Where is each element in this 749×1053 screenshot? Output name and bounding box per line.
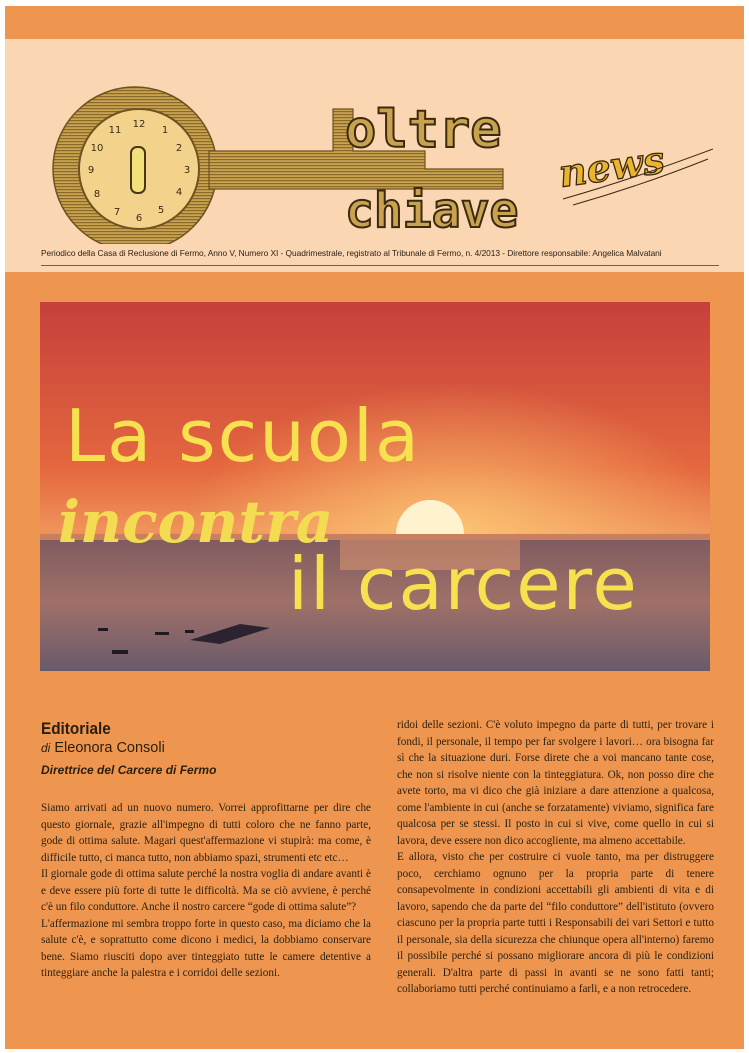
paragraph: L'affermazione mi sembra troppo forte in questo caso, ma diciamo che la salute c'è, e soprattutto come dicono i medici, la dobbiamo conservare bene. Siamo riusciti dopo aver tinteggiato tutte le camere detentive a tinteggiare anche la palestra e i corridoi delle sezioni. [41,917,371,979]
masthead-subtitle: Periodico della Casa di Reclusione di Fermo, Anno V, Numero XI - Quadrimestrale, registrato al Tribunale di Fermo, n. 4/2013 - Direttore responsabile: Angelica Malvatani [41,248,662,258]
masthead-word-oltre: oltre [345,100,502,160]
editorial-author-role: Direttrice del Carcere di Fermo [41,763,217,777]
cover-headline-line-1: La scuola [65,394,422,478]
paragraph: ridoi delle sezioni. C'è voluto impegno da parte di tutti, per trovare i fondi, il personale, il tempo per far svolgere i lavori… ora bisogna far sì che la situazione duri. Forse direte che a voi mancano tante cose, che non si risolve niente con la tinteggiatura. Ok, non posso dire che avete torto, ma vi dico che già iniziare a dare attenzione a qualcosa, come l'ambiente in cui (anche se forzatamente) viviamo, significa fare qualcosa per se stessi. Il posto in cui si vive, come quello in cui si lavora, deve essere non dico accogliente, ma almeno accettabile. [397,719,714,847]
cover-photo [40,302,710,671]
clock-number: 7 [113,207,121,218]
editorial-author [41,740,165,756]
paragraph: Siamo arrivati ad un nuovo numero. Vorrei approfittarne per dire che questo giornale, grazie all'impegno di tutti coloro che ne fanno parte, gode di ottima salute. Magari quest'affermazione vi stupirà: ma come, è difficile tutto, ci manca tutto, non abbiamo spazi, strumenti etc etc… [41,802,371,864]
cover-headline-line-3: il carcere [288,542,639,626]
clock-number: 5 [157,205,165,216]
clock-number: 3 [183,165,191,176]
masthead-word-news: news [555,136,668,196]
clock-number: 8 [93,189,101,200]
masthead [5,39,744,272]
newspaper-page [5,6,744,1049]
clock-number: 12 [132,119,146,130]
clock-number: 2 [175,143,183,154]
clock-number: 11 [108,125,122,136]
masthead-word-chiave: chiave [345,183,519,239]
editorial-column-1 [41,800,371,982]
author-prefix: di [41,741,51,755]
clock-number: 6 [135,213,143,224]
editorial-column-2 [397,717,714,998]
clock-number: 9 [87,165,95,176]
author-name: Eleonora Consoli [54,740,165,756]
cover-headline-line-2: incontra [58,488,334,556]
paragraph: E allora, visto che per costruire ci vuole tanto, ma per distruggere poco, cerchiamo ognuno per la propria parte di tenere consapevolmente in condizioni accettabili gli ambienti di vita e di lavoro, sapendo che da parte del “filo conduttore” dell'istituto (ovvero ciascuno per la propria parte tutti i Responsabili dei vari Settori e tutto il personale, sia della sicurezza che chiunque opera all'interno) faremo il possibile perché si possano migliorare ancora di più le condizioni generali. D'altra parte di passi in avanti se ne sono fatti tanti; collaboriamo tutti perché continuiamo a farli, e a non retrocedere. [397,851,714,995]
clock-number: 4 [175,187,183,198]
masthead-divider [41,265,719,266]
key-clock-logo [33,69,713,244]
clock-number: 10 [90,143,104,154]
editorial-title: Editoriale [41,719,111,738]
clock-number: 1 [161,125,169,136]
top-band [5,6,744,39]
paragraph: Il giornale gode di ottima salute perché la nostra voglia di andare avanti è e deve essere più forte di tutte le difficoltà. Ma se ciò avviene, è perché c'è un filo conduttore. Anche il nostro carcere “gode di ottima salute”? [41,868,371,913]
